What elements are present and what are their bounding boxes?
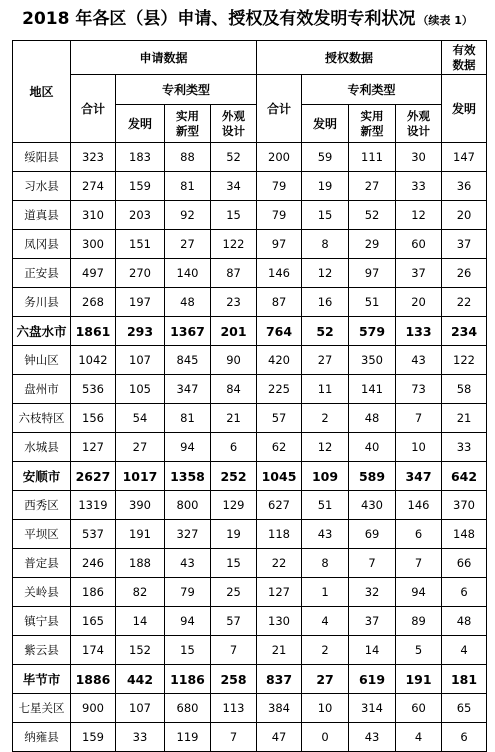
grant-invention-cell: 19	[302, 172, 349, 201]
grant-design-cell: 133	[396, 317, 442, 346]
header-application: 申请数据	[71, 41, 257, 75]
grant-invention-cell: 51	[302, 491, 349, 520]
grant-utility-cell: 43	[349, 723, 396, 752]
header-valid-label: 有效数据	[452, 42, 476, 72]
grant-invention-cell: 52	[302, 317, 349, 346]
application-total-cell: 1886	[71, 665, 116, 694]
header-valid	[442, 41, 487, 75]
table-row	[13, 375, 487, 404]
grant-design-cell: 4	[396, 723, 442, 752]
application-total-cell: 536	[71, 375, 116, 404]
region-name-cell: 毕节市	[13, 665, 71, 694]
region-name-cell: 安顺市	[13, 462, 71, 491]
grant-invention-cell: 8	[302, 230, 349, 259]
grant-design-cell: 7	[396, 549, 442, 578]
grant-total-cell: 384	[257, 694, 302, 723]
grant-design-cell: 10	[396, 433, 442, 462]
header-grant-design	[396, 105, 442, 143]
valid-invention-cell: 65	[442, 694, 487, 723]
grant-utility-cell: 314	[349, 694, 396, 723]
region-name-cell: 镇宁县	[13, 607, 71, 636]
header-app-patent-type: 专利类型	[116, 75, 257, 105]
valid-invention-cell: 48	[442, 607, 487, 636]
application-utility-cell: 1358	[165, 462, 211, 491]
application-utility-cell: 94	[165, 433, 211, 462]
header-app-invention: 发明	[116, 105, 165, 143]
grant-utility-cell: 52	[349, 201, 396, 230]
grant-design-cell: 37	[396, 259, 442, 288]
grant-total-cell: 62	[257, 433, 302, 462]
table-row	[13, 288, 487, 317]
application-invention-cell: 390	[116, 491, 165, 520]
application-design-cell: 21	[211, 404, 257, 433]
valid-invention-cell: 37	[442, 230, 487, 259]
valid-invention-cell: 370	[442, 491, 487, 520]
application-utility-cell: 845	[165, 346, 211, 375]
grant-invention-cell: 59	[302, 143, 349, 172]
table-title	[0, 4, 495, 34]
table-row	[13, 607, 487, 636]
grant-invention-cell: 8	[302, 549, 349, 578]
application-utility-cell: 140	[165, 259, 211, 288]
title-note: （续表 1）	[417, 14, 473, 27]
table-row	[13, 346, 487, 375]
city-total-row	[13, 317, 487, 346]
region-name-cell: 钟山区	[13, 346, 71, 375]
application-design-cell: 122	[211, 230, 257, 259]
valid-invention-cell: 36	[442, 172, 487, 201]
application-utility-cell: 27	[165, 230, 211, 259]
region-name-cell: 六盘水市	[13, 317, 71, 346]
grant-utility-cell: 430	[349, 491, 396, 520]
region-name-cell: 紫云县	[13, 636, 71, 665]
table-row	[13, 520, 487, 549]
application-design-cell: 84	[211, 375, 257, 404]
grant-design-cell: 6	[396, 520, 442, 549]
grant-utility-cell: 141	[349, 375, 396, 404]
application-invention-cell: 27	[116, 433, 165, 462]
application-design-cell: 7	[211, 636, 257, 665]
region-name-cell: 七星关区	[13, 694, 71, 723]
application-utility-cell: 119	[165, 723, 211, 752]
grant-invention-cell: 43	[302, 520, 349, 549]
application-utility-cell: 43	[165, 549, 211, 578]
grant-invention-cell: 27	[302, 665, 349, 694]
grant-utility-cell: 51	[349, 288, 396, 317]
grant-utility-cell: 589	[349, 462, 396, 491]
application-design-cell: 15	[211, 201, 257, 230]
valid-invention-cell: 22	[442, 288, 487, 317]
grant-total-cell: 21	[257, 636, 302, 665]
grant-design-cell: 60	[396, 230, 442, 259]
application-invention-cell: 188	[116, 549, 165, 578]
application-invention-cell: 270	[116, 259, 165, 288]
application-total-cell: 268	[71, 288, 116, 317]
application-utility-cell: 680	[165, 694, 211, 723]
application-design-cell: 57	[211, 607, 257, 636]
application-design-cell: 23	[211, 288, 257, 317]
grant-design-cell: 94	[396, 578, 442, 607]
application-total-cell: 1861	[71, 317, 116, 346]
application-design-cell: 6	[211, 433, 257, 462]
grant-invention-cell: 1	[302, 578, 349, 607]
header-app-total: 合计	[71, 75, 116, 143]
table-row	[13, 549, 487, 578]
grant-invention-cell: 0	[302, 723, 349, 752]
title-text: 2018 年各区（县）申请、授权及有效发明专利状况	[22, 9, 416, 29]
valid-invention-cell: 234	[442, 317, 487, 346]
table-row	[13, 491, 487, 520]
grant-design-cell: 7	[396, 404, 442, 433]
grant-utility-cell: 40	[349, 433, 396, 462]
grant-total-cell: 420	[257, 346, 302, 375]
grant-utility-cell: 69	[349, 520, 396, 549]
grant-total-cell: 837	[257, 665, 302, 694]
region-name-cell: 务川县	[13, 288, 71, 317]
application-design-cell: 52	[211, 143, 257, 172]
application-invention-cell: 442	[116, 665, 165, 694]
application-invention-cell: 152	[116, 636, 165, 665]
grant-total-cell: 130	[257, 607, 302, 636]
application-design-cell: 25	[211, 578, 257, 607]
grant-invention-cell: 2	[302, 636, 349, 665]
grant-design-cell: 5	[396, 636, 442, 665]
header-app-design-label: 外观设计	[222, 108, 245, 138]
table-row	[13, 172, 487, 201]
application-total-cell: 246	[71, 549, 116, 578]
patent-statistics-table	[12, 40, 487, 752]
application-design-cell: 252	[211, 462, 257, 491]
application-invention-cell: 183	[116, 143, 165, 172]
grant-total-cell: 225	[257, 375, 302, 404]
application-total-cell: 310	[71, 201, 116, 230]
application-design-cell: 201	[211, 317, 257, 346]
region-name-cell: 西秀区	[13, 491, 71, 520]
region-name-cell: 普定县	[13, 549, 71, 578]
grant-design-cell: 30	[396, 143, 442, 172]
header-grant-design-label: 外观设计	[407, 108, 431, 138]
application-utility-cell: 79	[165, 578, 211, 607]
grant-invention-cell: 16	[302, 288, 349, 317]
grant-design-cell: 191	[396, 665, 442, 694]
application-invention-cell: 159	[116, 172, 165, 201]
application-invention-cell: 293	[116, 317, 165, 346]
grant-total-cell: 47	[257, 723, 302, 752]
table-row	[13, 201, 487, 230]
city-total-row	[13, 665, 487, 694]
grant-design-cell: 60	[396, 694, 442, 723]
application-invention-cell: 54	[116, 404, 165, 433]
grant-design-cell: 20	[396, 288, 442, 317]
table-row	[13, 230, 487, 259]
valid-invention-cell: 642	[442, 462, 487, 491]
application-utility-cell: 1367	[165, 317, 211, 346]
valid-invention-cell: 26	[442, 259, 487, 288]
header-grant-invention: 发明	[302, 105, 349, 143]
grant-total-cell: 200	[257, 143, 302, 172]
valid-invention-cell: 122	[442, 346, 487, 375]
region-name-cell: 平坝区	[13, 520, 71, 549]
region-name-cell: 绥阳县	[13, 143, 71, 172]
application-utility-cell: 81	[165, 172, 211, 201]
valid-invention-cell: 181	[442, 665, 487, 694]
grant-invention-cell: 12	[302, 433, 349, 462]
application-utility-cell: 347	[165, 375, 211, 404]
grant-invention-cell: 15	[302, 201, 349, 230]
application-total-cell: 127	[71, 433, 116, 462]
application-total-cell: 174	[71, 636, 116, 665]
grant-total-cell: 97	[257, 230, 302, 259]
region-name-cell: 水城县	[13, 433, 71, 462]
application-total-cell: 2627	[71, 462, 116, 491]
region-name-cell: 凤冈县	[13, 230, 71, 259]
application-total-cell: 300	[71, 230, 116, 259]
application-utility-cell: 88	[165, 143, 211, 172]
region-name-cell: 六枝特区	[13, 404, 71, 433]
grant-design-cell: 89	[396, 607, 442, 636]
valid-invention-cell: 6	[442, 723, 487, 752]
grant-utility-cell: 350	[349, 346, 396, 375]
grant-invention-cell: 11	[302, 375, 349, 404]
grant-invention-cell: 4	[302, 607, 349, 636]
application-design-cell: 15	[211, 549, 257, 578]
application-utility-cell: 15	[165, 636, 211, 665]
grant-invention-cell: 27	[302, 346, 349, 375]
application-invention-cell: 1017	[116, 462, 165, 491]
valid-invention-cell: 20	[442, 201, 487, 230]
grant-invention-cell: 2	[302, 404, 349, 433]
grant-design-cell: 73	[396, 375, 442, 404]
grant-total-cell: 1045	[257, 462, 302, 491]
grant-utility-cell: 97	[349, 259, 396, 288]
application-utility-cell: 800	[165, 491, 211, 520]
application-utility-cell: 1186	[165, 665, 211, 694]
valid-invention-cell: 58	[442, 375, 487, 404]
application-design-cell: 87	[211, 259, 257, 288]
header-grant: 授权数据	[257, 41, 442, 75]
grant-total-cell: 57	[257, 404, 302, 433]
application-utility-cell: 81	[165, 404, 211, 433]
region-name-cell: 关岭县	[13, 578, 71, 607]
application-invention-cell: 107	[116, 694, 165, 723]
application-total-cell: 156	[71, 404, 116, 433]
table-row	[13, 143, 487, 172]
application-utility-cell: 48	[165, 288, 211, 317]
application-invention-cell: 151	[116, 230, 165, 259]
grant-total-cell: 118	[257, 520, 302, 549]
header-valid-invention: 发明	[442, 75, 487, 143]
application-invention-cell: 107	[116, 346, 165, 375]
valid-invention-cell: 147	[442, 143, 487, 172]
application-total-cell: 1042	[71, 346, 116, 375]
grant-utility-cell: 48	[349, 404, 396, 433]
region-name-cell: 习水县	[13, 172, 71, 201]
application-total-cell: 165	[71, 607, 116, 636]
application-total-cell: 900	[71, 694, 116, 723]
grant-design-cell: 33	[396, 172, 442, 201]
header-app-utility-label: 实用新型	[175, 108, 199, 138]
grant-invention-cell: 10	[302, 694, 349, 723]
grant-utility-cell: 579	[349, 317, 396, 346]
grant-total-cell: 764	[257, 317, 302, 346]
application-invention-cell: 105	[116, 375, 165, 404]
city-total-row	[13, 462, 487, 491]
table-row	[13, 259, 487, 288]
grant-design-cell: 146	[396, 491, 442, 520]
application-invention-cell: 14	[116, 607, 165, 636]
valid-invention-cell: 21	[442, 404, 487, 433]
table-row	[13, 636, 487, 665]
grant-total-cell: 22	[257, 549, 302, 578]
application-invention-cell: 33	[116, 723, 165, 752]
grant-utility-cell: 7	[349, 549, 396, 578]
valid-invention-cell: 66	[442, 549, 487, 578]
application-design-cell: 7	[211, 723, 257, 752]
table-row	[13, 723, 487, 752]
grant-design-cell: 347	[396, 462, 442, 491]
header-grant-utility	[349, 105, 396, 143]
application-invention-cell: 191	[116, 520, 165, 549]
grant-total-cell: 627	[257, 491, 302, 520]
header-app-utility	[165, 105, 211, 143]
table-row	[13, 433, 487, 462]
application-total-cell: 274	[71, 172, 116, 201]
application-utility-cell: 94	[165, 607, 211, 636]
table-row	[13, 404, 487, 433]
region-name-cell: 正安县	[13, 259, 71, 288]
table-row	[13, 578, 487, 607]
application-design-cell: 129	[211, 491, 257, 520]
application-utility-cell: 327	[165, 520, 211, 549]
valid-invention-cell: 4	[442, 636, 487, 665]
table-body	[13, 143, 487, 752]
application-total-cell: 159	[71, 723, 116, 752]
application-total-cell: 497	[71, 259, 116, 288]
region-name-cell: 道真县	[13, 201, 71, 230]
header-region: 地区	[13, 41, 71, 143]
grant-total-cell: 146	[257, 259, 302, 288]
grant-invention-cell: 109	[302, 462, 349, 491]
header-grant-total: 合计	[257, 75, 302, 143]
grant-invention-cell: 12	[302, 259, 349, 288]
application-design-cell: 90	[211, 346, 257, 375]
grant-utility-cell: 27	[349, 172, 396, 201]
grant-utility-cell: 14	[349, 636, 396, 665]
table-row	[13, 694, 487, 723]
application-total-cell: 186	[71, 578, 116, 607]
valid-invention-cell: 33	[442, 433, 487, 462]
application-design-cell: 19	[211, 520, 257, 549]
grant-design-cell: 12	[396, 201, 442, 230]
grant-total-cell: 87	[257, 288, 302, 317]
header-app-design	[211, 105, 257, 143]
grant-total-cell: 79	[257, 201, 302, 230]
grant-design-cell: 43	[396, 346, 442, 375]
header-grant-patent-type: 专利类型	[302, 75, 442, 105]
application-design-cell: 113	[211, 694, 257, 723]
grant-utility-cell: 619	[349, 665, 396, 694]
grant-utility-cell: 111	[349, 143, 396, 172]
grant-utility-cell: 37	[349, 607, 396, 636]
application-invention-cell: 197	[116, 288, 165, 317]
region-name-cell: 纳雍县	[13, 723, 71, 752]
application-design-cell: 34	[211, 172, 257, 201]
grant-utility-cell: 29	[349, 230, 396, 259]
application-invention-cell: 203	[116, 201, 165, 230]
grant-total-cell: 79	[257, 172, 302, 201]
application-design-cell: 258	[211, 665, 257, 694]
application-total-cell: 323	[71, 143, 116, 172]
region-name-cell: 盘州市	[13, 375, 71, 404]
valid-invention-cell: 148	[442, 520, 487, 549]
application-invention-cell: 82	[116, 578, 165, 607]
grant-total-cell: 127	[257, 578, 302, 607]
application-utility-cell: 92	[165, 201, 211, 230]
header-grant-utility-label: 实用新型	[360, 108, 384, 138]
grant-utility-cell: 32	[349, 578, 396, 607]
application-total-cell: 1319	[71, 491, 116, 520]
valid-invention-cell: 6	[442, 578, 487, 607]
application-total-cell: 537	[71, 520, 116, 549]
